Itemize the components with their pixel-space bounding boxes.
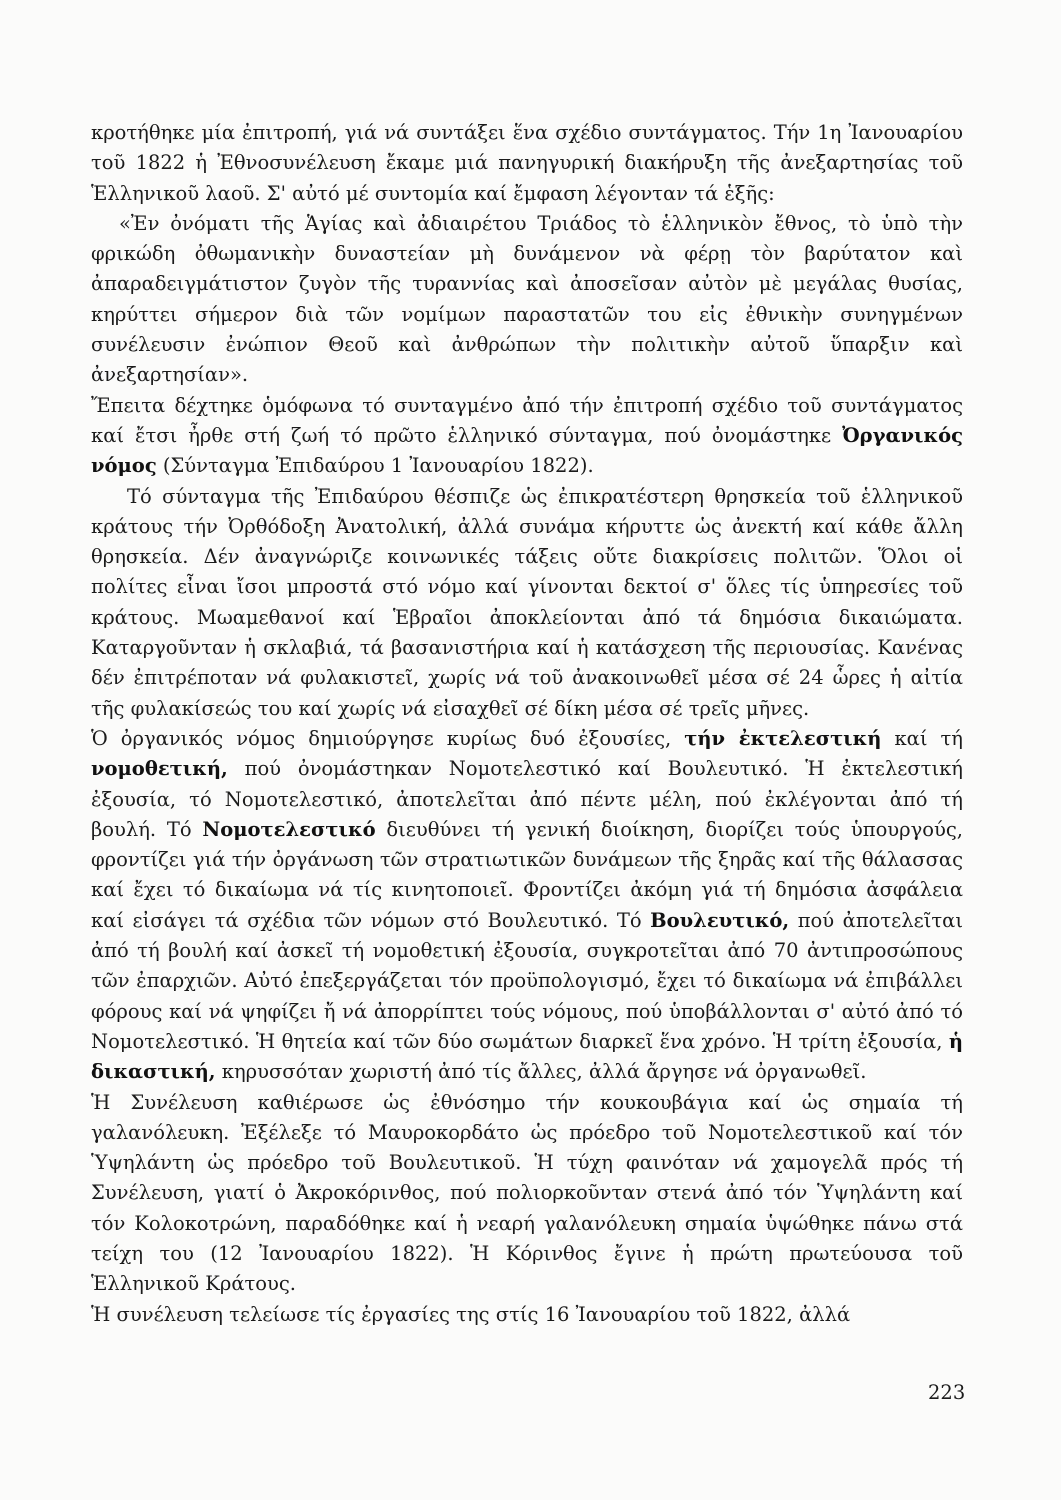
text-span: πού ὀνομάστηκαν Νομοτελεστικό καί Βουλευτικό. Ἡ ἐκτελεστική ἐξουσία, τό Νομοτελεστικό, ἀποτελεῖται ἀπό πέντε μέλη, πού ἐκλέγονται ἀπό τή βουλή. Τό — [91, 757, 963, 841]
text-span: (Σύνταγμα Ἐπιδαύρου 1 Ἰανουαρίου 1822). — [156, 454, 594, 478]
bold-term-organic-law: Ὀργανικός νόμος — [91, 423, 963, 478]
text-span: Τό σύνταγμα τῆς Ἐπιδαύρου θέσπιζε ὡς ἐπικρατέστερη θρησκεία τοῦ ἑλληνικοῦ κράτους τήν Ὀρθόδοξη Ἀνατολική, ἀλλά συνάμα κήρυττε ὡς ἀνεκτή καί κάθε ἄλλη θρησκεία. Δέν ἀναγνώριζε κοινωνικές τάξεις οὔτε διακρίσεις πολιτῶν. Ὅλοι οἱ πολίτες εἶναι ἴσοι μπροστά στό νόμο καί γίνονται δεκτοί σ' ὅλες τίς ὑπηρεσίες τοῦ κράτους. Μωαμεθανοί καί Ἑβραῖοι ἀποκλείονται ἀπό τά δημόσια δικαιώματα. Καταργοῦνταν ἡ σκλαβιά, τά βασανιστήρια καί ἡ κατάσχεση τῆς περιουσίας. Κανένας δέν ἐπιτρέποταν νά φυλακιστεῖ, χωρίς νά τοῦ ἀνακοινωθεῖ μέσα σέ 24 ὧρες ἡ αἰτία τῆς φυλακίσεώς του καί χωρίς νά εἰσαχθεῖ σέ δίκη μέσα σέ τρεῖς μῆνες. — [91, 484, 963, 720]
text-span: διευθύνει τή γενική διοίκηση, διορίζει τούς ὑπουργούς, φροντίζει γιά τήν ὀργάνωση τῶν στρατιωτικῶν δυνάμεων τῆς ξηρᾶς καί τῆς θάλασσας καί ἔχει τό δικαίωμα νά τίς κινητοποιεῖ. Φροντίζει ἀκόμη γιά τή δημόσια ἀσφάλεια καί εἰσάγει τά σχέδια τῶν νόμων στό Βουλευτικό. Τό — [91, 817, 963, 932]
text-span: Ἔπειτα δέχτηκε ὁμόφωνα τό συνταγμένο ἀπό τήν ἐπιτροπή σχέδιο τοῦ συντάγματος καί ἔτσι ἦρθε στή ζωή τό πρῶτο ἑλληνικό σύνταγμα, πού ὀνομάστηκε — [91, 393, 963, 447]
paragraph-assembly-end — [91, 1300, 963, 1330]
paragraph-epidaurus-constitution — [91, 482, 963, 724]
text-span: «Ἐν ὀνόματι τῆς Ἁγίας καὶ ἀδιαιρέτου Τριάδος τὸ ἑλληνικὸν ἔθνος, τὸ ὑπὸ τὴν φρικώδη ὀθωμανικὴν δυναστείαν μὴ δυνάμενον νὰ φέρῃ τὸν βαρύτατον καὶ ἀπαραδειγμάτιστον ζυγὸν τῆς τυραννίας καὶ ἀποσεῖσαν αὐτὸν μὲ μεγάλας θυσίας, κηρύττει σήμερον διὰ τῶν νομίμων παραστατῶν του εἰς ἐθνικὴν συνηγμένων συνέλευσιν ἐνώπιον Θεοῦ καὶ ἀνθρώπων τὴν πολιτικὴν αὐτοῦ ὕπαρξιν καὶ ἀνεξαρτησίαν». — [91, 211, 963, 387]
body-text — [91, 118, 963, 1330]
bold-term-judicial: ἡ δικαστική, — [91, 1029, 963, 1084]
text-span: πού ἀποτελεῖται ἀπό τή βουλή καί ἀσκεῖ τή νομοθετική ἐξουσία, συγκροτεῖται ἀπό 70 ἀντιπροσώπους τῶν ἐπαρχιῶν. Αὐτό ἐπεξεργάζεται τόν προϋπολογισμό, ἔχει τό δικαίωμα νά ἐπιβάλλει φόρους καί νά ψηφίζει ἤ νά ἀπορρίπτει τούς νόμους, πού ὑποβάλλονται σ' αὐτό ἀπό τό Νομοτελεστικό. Ἡ θητεία καί τῶν δύο σωμάτων διαρκεῖ ἕνα χρόνο. Ἡ τρίτη ἐξουσία, — [91, 908, 963, 1053]
bold-term-executive: τήν ἐκτελεστική — [684, 726, 882, 750]
text-span: καί τή — [881, 726, 963, 750]
paragraph-organic-law — [91, 391, 963, 482]
paragraph-declaration-quote — [91, 209, 963, 391]
paragraph-powers — [91, 724, 963, 1088]
text-span: κηρυσσόταν χωριστή ἀπό τίς ἄλλες, ἀλλά ἄργησε νά ὀργανωθεῖ. — [215, 1060, 867, 1084]
text-span: Ἡ Συνέλευση καθιέρωσε ὡς ἐθνόσημο τήν κουκουβάγια καί ὡς σημαία τή γαλανόλευκη. Ἐξέλεξε τό Μαυροκορδάτο ὡς πρόεδρο τοῦ Νομοτελεστικοῦ καί τόν Ὑψηλάντη ὡς πρόεδρο τοῦ Βουλευτικοῦ. Ἡ τύχη φαινόταν νά χαμογελᾶ πρός τή Συνέλευση, γιατί ὁ Ἀκροκόρινθος, πού πολιορκοῦνταν στενά ἀπό τόν Ὑψηλάντη καί τόν Κολοκοτρώνη, παραδόθηκε καί ἡ νεαρή γαλανόλευκη σημαία ὑψώθηκε πάνω στά τείχη του (12 Ἰανουαρίου 1822). Ἡ Κόρινθος ἔγινε ἡ πρώτη πρωτεύουσα τοῦ Ἑλληνικοῦ Κράτους. — [91, 1090, 963, 1296]
bold-term-legislative: νομοθετική, — [91, 757, 228, 781]
page-number: 223 — [928, 1381, 966, 1404]
text-span: Ὁ ὀργανικός νόμος δημιούργησε κυρίως δυό ἐξουσίες, — [91, 726, 685, 750]
text-span: Ἡ συνέλευση τελείωσε τίς ἐργασίες της στίς 16 Ἰανουαρίου τοῦ 1822, ἀλλά — [91, 1302, 851, 1326]
paragraph-constitution-drafting — [91, 118, 963, 209]
text-span: κροτήθηκε μία ἐπιτροπή, γιά νά συντάξει ἕνα σχέδιο συντάγματος. Τήν 1η Ἰανουαρίου τοῦ 1822 ἡ Ἐθνοσυνέλευση ἔκαμε μιά πανηγυρική διακήρυξη τῆς ἀνεξαρτησίας τοῦ Ἑλληνικοῦ λαοῦ. Σ' αὐτό μέ συντομία καί ἔμφαση λέγονταν τά ἑξῆς: — [91, 121, 963, 205]
paragraph-flag-and-emblem — [91, 1088, 963, 1300]
bold-term-nomotelestiko: Νομοτελεστικό — [202, 817, 376, 841]
bold-term-vouleftiko: Βουλευτικό, — [650, 908, 790, 932]
